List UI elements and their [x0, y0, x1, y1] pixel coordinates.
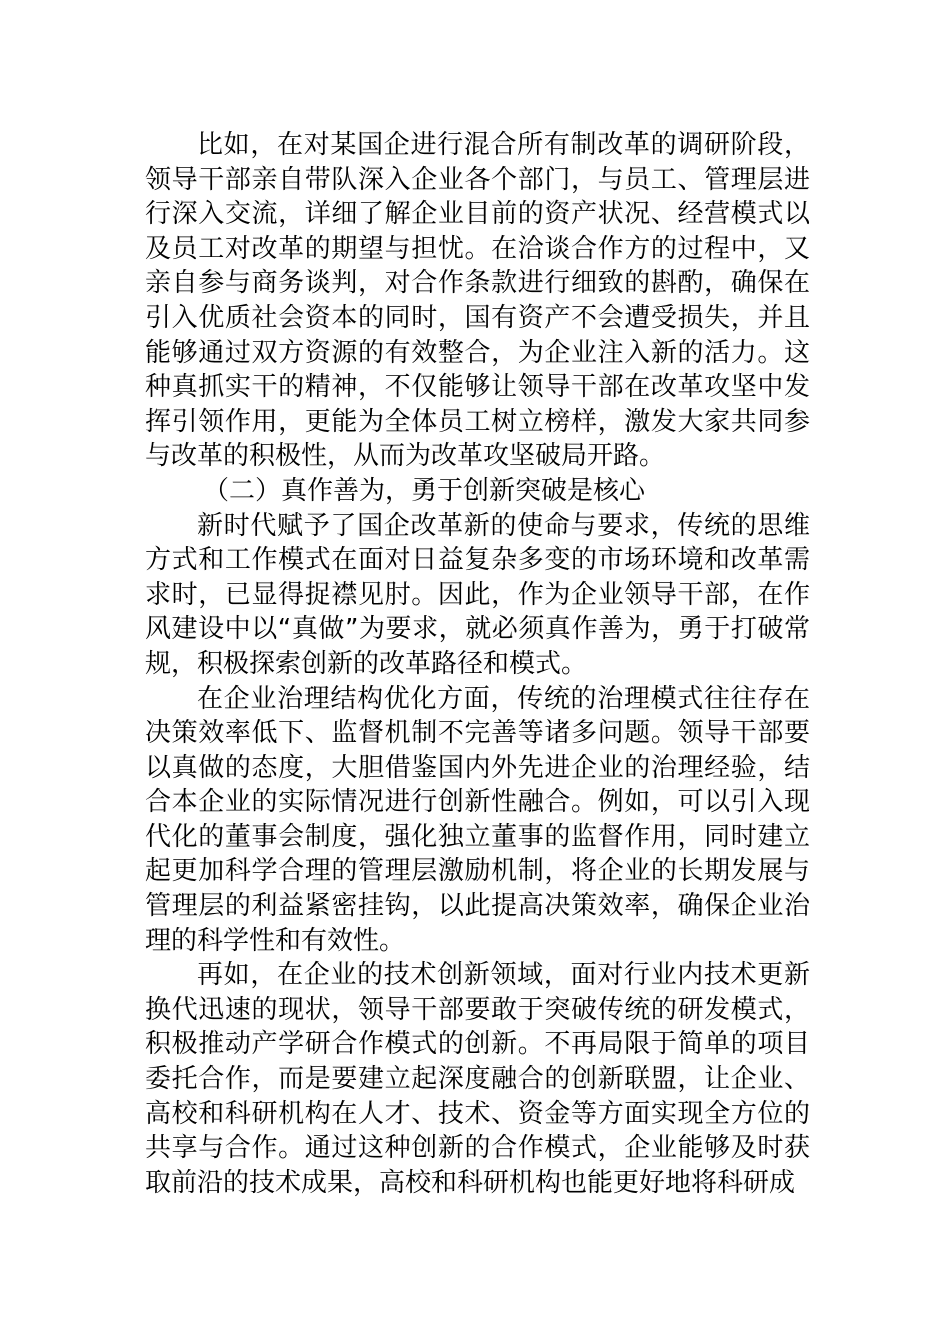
document-body: [145, 128, 810, 1200]
paragraph-new-era-mission: 新时代赋予了国企改革新的使命与要求，传统的思维方式和工作模式在面对日益复杂多变的市场环境和改革需求时，已显得捉襟见肘。因此，作为企业领导干部，在作风建设中以“真做”为要求，就必须真作善为，勇于打破常规，积极探索创新的改革路径和模式。: [145, 510, 810, 679]
paragraph-governance-structure: 在企业治理结构优化方面，传统的治理模式往往存在决策效率低下、监督机制不完善等诸多问题。领导干部要以真做的态度，大胆借鉴国内外先进企业的治理经验，结合本企业的实际情况进行创新性融合。例如，可以引入现代化的董事会制度，强化独立董事的监督作用，同时建立起更加科学合理的管理层激励机制，将企业的长期发展与管理层的利益紧密挂钩，以此提高决策效率，确保企业治理的科学性和有效性。: [145, 683, 810, 956]
paragraph-technology-innovation: 再如，在企业的技术创新领域，面对行业内技术更新换代迅速的现状，领导干部要敢于突破传统的研发模式，积极推动产学研合作模式的创新。不再局限于简单的项目委托合作，而是要建立起深度融合的创新联盟，让企业、高校和科研机构在人才、技术、资金等方面实现全方位的共享与合作。通过这种创新的合作模式，企业能够及时获取前沿的技术成果，高校和科研机构也能更好地将科研成: [145, 960, 810, 1198]
paragraph-mixed-ownership-example: 比如，在对某国企进行混合所有制改革的调研阶段，领导干部亲自带队深入企业各个部门，与员工、管理层进行深入交流，详细了解企业目前的资产状况、经营模式以及员工对改革的期望与担忧。在洽谈合作方的过程中，又亲自参与商务谈判，对合作条款进行细致的斟酌，确保在引入优质社会资本的同时，国有资产不会遭受损失，并且能够通过双方资源的有效整合，为企业注入新的活力。这种真抓实干的精神，不仅能够让领导干部在改革攻坚中发挥引领作用，更能为全体员工树立榜样，激发大家共同参与改革的积极性，从而为改革攻坚破局开路。: [145, 130, 810, 472]
section-heading-innovation: （二）真作善为，勇于创新突破是核心: [203, 475, 646, 506]
